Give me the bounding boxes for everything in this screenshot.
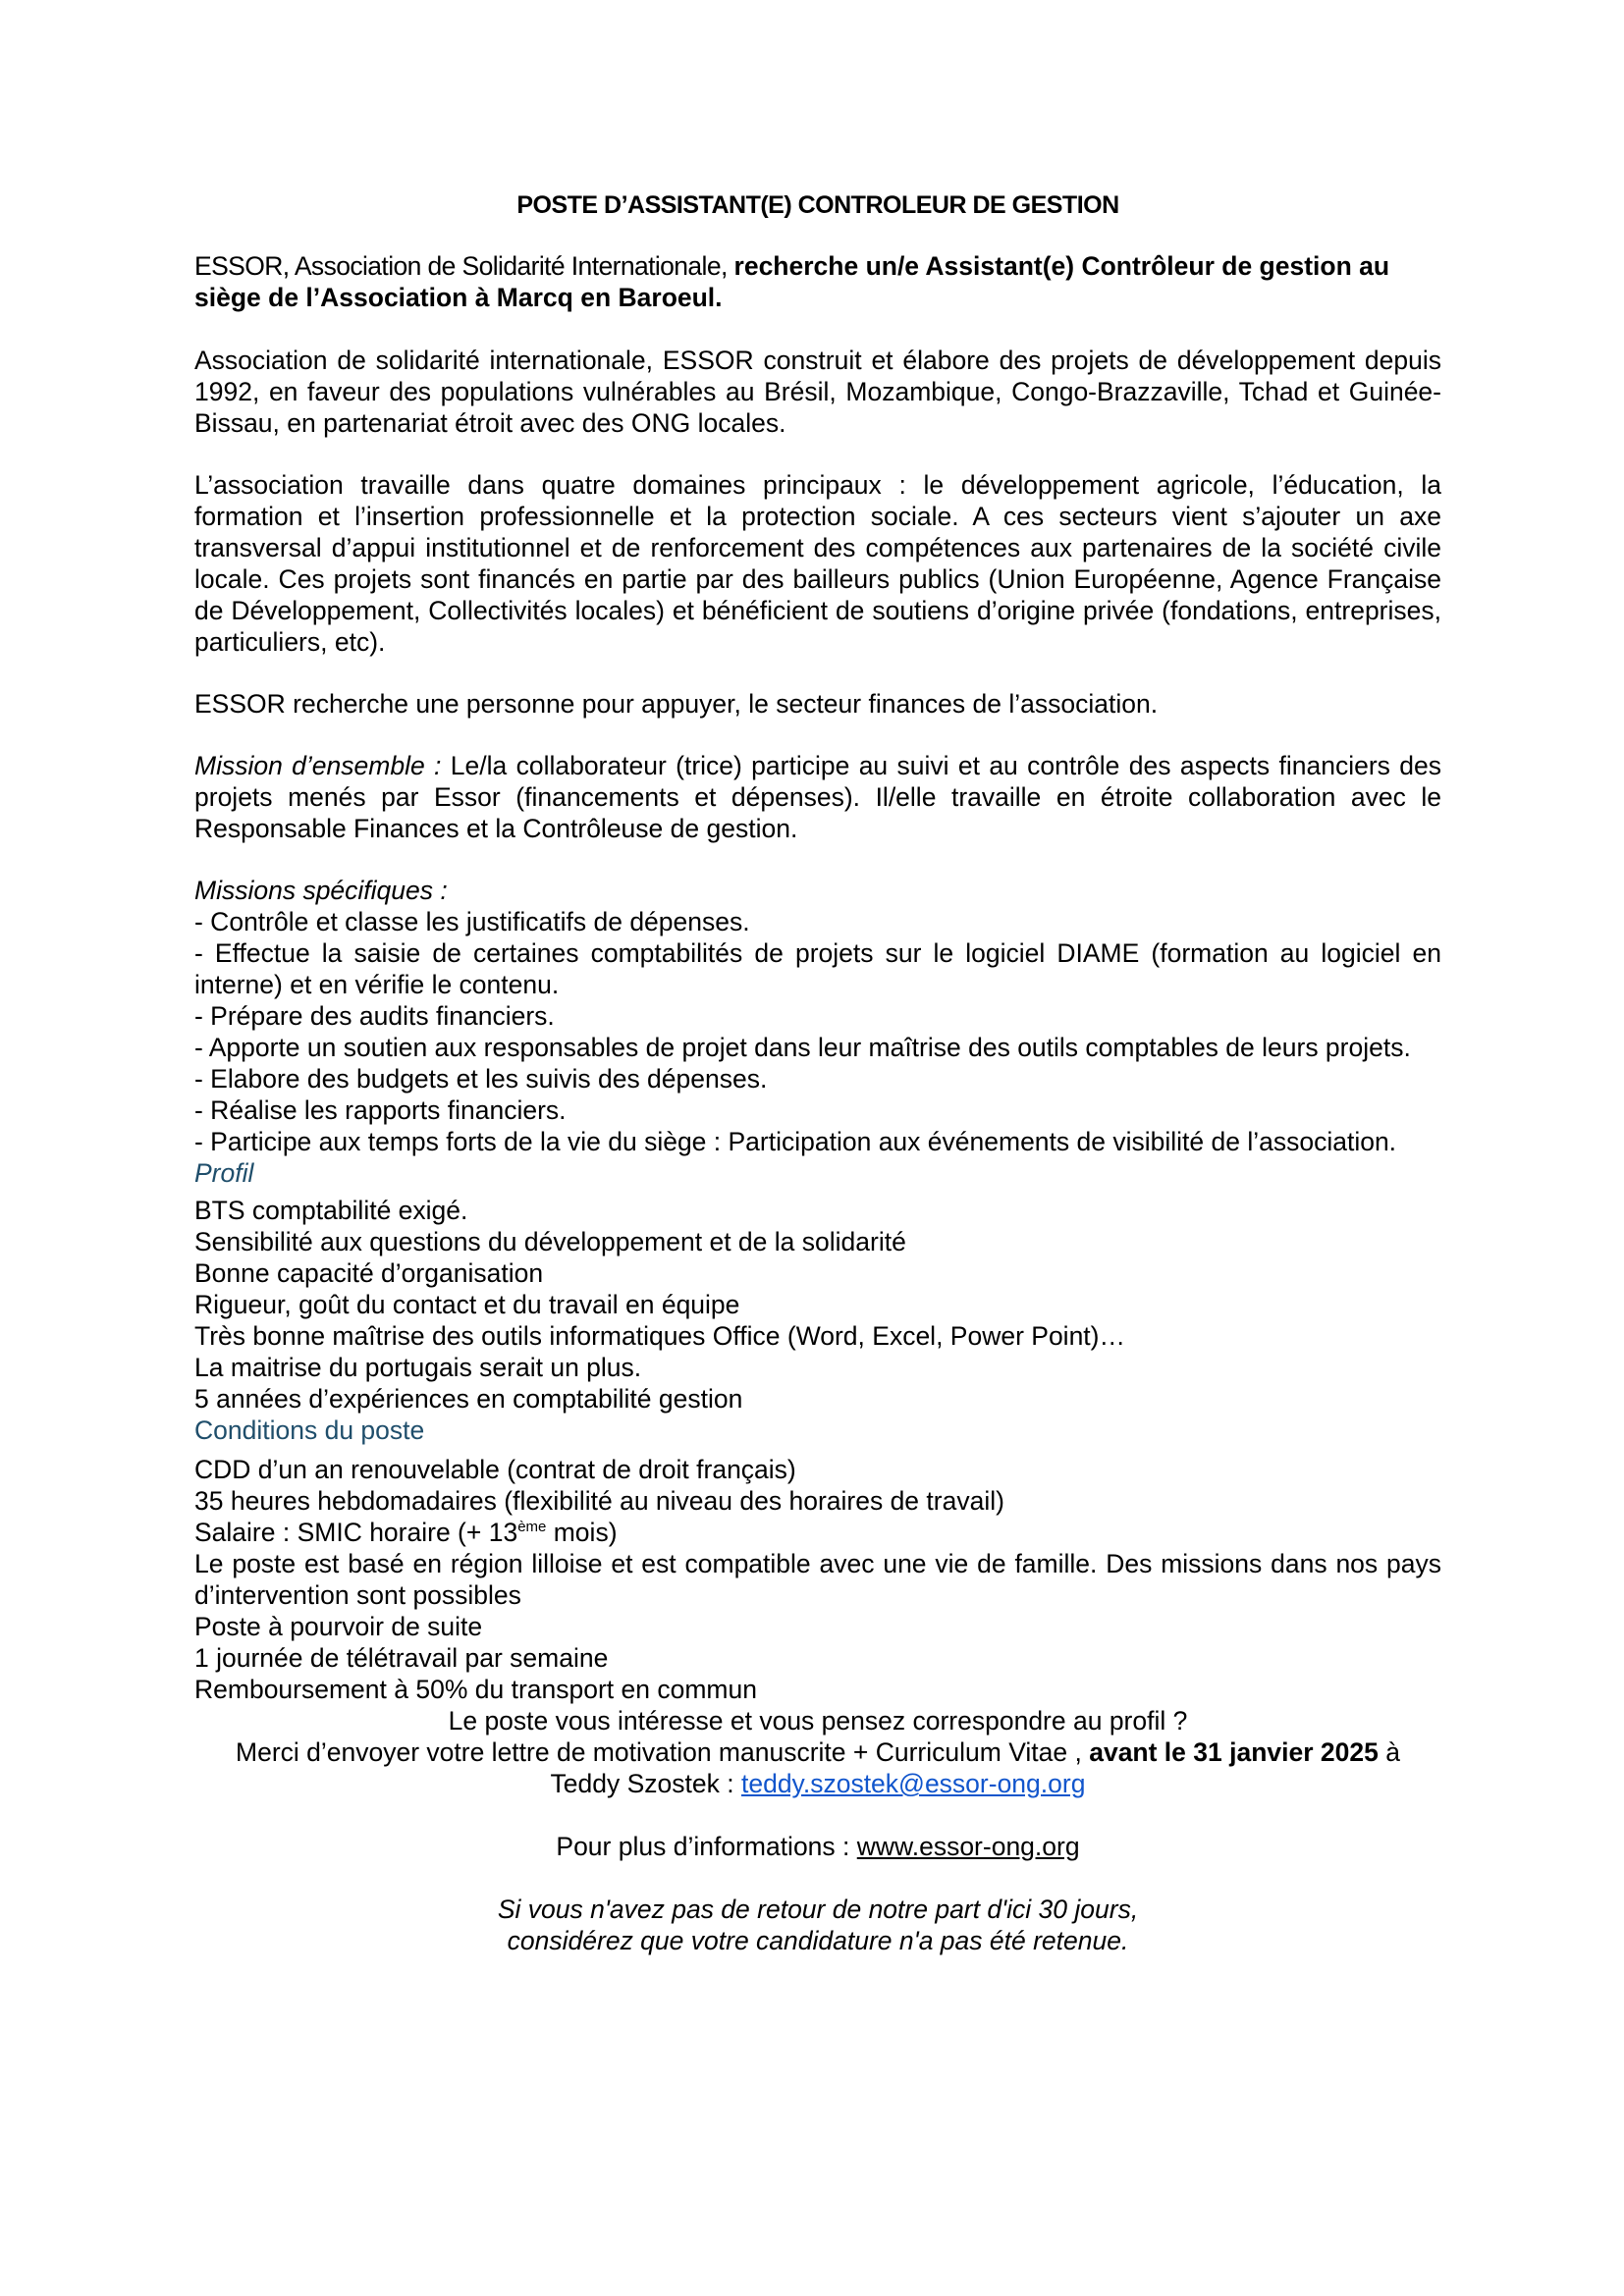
- intro-lead: ESSOR, Association de Solidarité Internationale,: [194, 251, 734, 281]
- deadline: avant le 31 janvier 2025: [1089, 1737, 1379, 1767]
- info-label: Pour plus d’informations :: [556, 1832, 857, 1861]
- closing-note: [194, 1894, 1441, 1956]
- closing-line-2: [194, 1736, 1441, 1768]
- paragraph-mission: [194, 750, 1441, 844]
- salaire-before: Salaire : SMIC horaire (+ 13: [194, 1518, 518, 1547]
- list-item: - Réalise les rapports financiers.: [194, 1095, 567, 1125]
- profil-heading: Profil: [194, 1158, 254, 1188]
- list-item: - Contrôle et classe les justificatifs de dépenses.: [194, 907, 750, 936]
- paragraph-domaines: L’association travaille dans quatre domaines principaux : le développement agricole, l’éducation, la formation et l’insertion professionnelle et la protection sociale. A ces secteurs vient s’ajouter un axe transversal d’appui institutionnel et de renforcement des compétences aux partenaires de la société civile locale. Ces projets sont financés en partie par des bailleurs publics (Union Européenne, Agence Française de Développement, Collectivités locales) et bénéficient de soutiens d’origine privée (fondations, entreprises, particuliers, etc).: [194, 470, 1441, 657]
- list-item: BTS comptabilité exigé.: [194, 1196, 468, 1225]
- salaire-after: mois): [546, 1518, 618, 1547]
- list-item: - Elabore des budgets et les suivis des dépenses.: [194, 1064, 768, 1094]
- list-item: 1 journée de télétravail par semaine: [194, 1643, 609, 1673]
- closing-line-1: Le poste vous intéresse et vous pensez correspondre au profil ?: [448, 1706, 1188, 1735]
- paragraph-recherche: ESSOR recherche une personne pour appuyer, le secteur finances de l’association.: [194, 689, 1159, 719]
- email-link[interactable]: teddy.szostek@essor-ong.org: [740, 1769, 1086, 1798]
- mission-text: Le/la collaborateur (trice) participe au suivi et au contrôle des aspects financiers des projets menés par Essor (financements et dépenses). Il/elle travaille en étroite collaboration avec le Responsable Finances et la Contrôleuse de gestion.: [194, 751, 1441, 843]
- missions-specifiques-label: Missions spécifiques :: [194, 876, 448, 905]
- closing-line-2-end: à: [1378, 1737, 1400, 1767]
- conditions-heading: Conditions du poste: [194, 1415, 425, 1445]
- note-line-1: Si vous n'avez pas de retour de notre part d'ici 30 jours,: [497, 1895, 1139, 1924]
- intro-bold: recherche un/e Assistant(e) Contrôleur de gestion au siège de l’Association à Marcq en Baroeul.: [194, 251, 1390, 312]
- closing-line-2-text: Merci d’envoyer votre lettre de motivation manuscrite + Curriculum Vitae ,: [236, 1737, 1090, 1767]
- page-title: POSTE D’ASSISTANT(E) CONTROLEUR DE GESTION: [516, 191, 1119, 219]
- list-item: - Effectue la saisie de certaines comptabilités de projets sur le logiciel DIAME (formation au logiciel en interne) et en vérifie le contenu.: [194, 938, 1441, 999]
- application-instructions: [194, 1705, 1441, 1799]
- website-link[interactable]: www.essor-ong.org: [856, 1832, 1080, 1861]
- list-item: Sensibilité aux questions du développement et de la solidarité: [194, 1227, 906, 1256]
- paragraph-association: Association de solidarité internationale, ESSOR construit et élabore des projets de développement depuis 1992, en faveur des populations vulnérables au Brésil, Mozambique, Congo-Brazzaville, Tchad et Guinée-Bissau, en partenariat étroit avec des ONG locales.: [194, 346, 1441, 438]
- list-item: - Apporte un soutien aux responsables de projet dans leur maîtrise des outils comptables de leurs projets.: [194, 1033, 1411, 1062]
- list-item: Bonne capacité d’organisation: [194, 1258, 544, 1288]
- salaire-item: [194, 1517, 1441, 1548]
- list-item: Remboursement à 50% du transport en commun: [194, 1675, 757, 1704]
- list-item: 35 heures hebdomadaires (flexibilité au niveau des horaires de travail): [194, 1486, 1004, 1516]
- list-item: - Prépare des audits financiers.: [194, 1001, 555, 1031]
- contact-name: Teddy Szostek :: [550, 1769, 741, 1798]
- document-body: [194, 189, 1441, 1956]
- list-item: CDD d’un an renouvelable (contrat de droit français): [194, 1455, 796, 1484]
- profil-list: [194, 1195, 1441, 1415]
- mission-label: Mission d’ensemble :: [194, 751, 442, 780]
- list-item: Poste à pourvoir de suite: [194, 1612, 483, 1641]
- list-item: Très bonne maîtrise des outils informatiques Office (Word, Excel, Power Point)…: [194, 1321, 1125, 1351]
- list-item: Rigueur, goût du contact et du travail en équipe: [194, 1290, 740, 1319]
- closing-line-3: [194, 1768, 1441, 1799]
- note-line-2: considérez que votre candidature n'a pas été retenue.: [507, 1926, 1129, 1955]
- conditions-list: [194, 1454, 1441, 1705]
- list-item: 5 années d’expériences en comptabilité gestion: [194, 1384, 743, 1414]
- list-item: La maitrise du portugais serait un plus.: [194, 1353, 642, 1382]
- list-item: - Participe aux temps forts de la vie du siège : Participation aux événements de visibilité de l’association.: [194, 1127, 1397, 1156]
- list-item: Le poste est basé en région lilloise et est compatible avec une vie de famille. Des missions dans nos pays d’intervention sont possibles: [194, 1549, 1441, 1610]
- info-line: [194, 1831, 1441, 1862]
- intro-paragraph: [194, 250, 1441, 313]
- missions-list: [194, 906, 1441, 1157]
- salaire-superscript: ème: [517, 1519, 547, 1535]
